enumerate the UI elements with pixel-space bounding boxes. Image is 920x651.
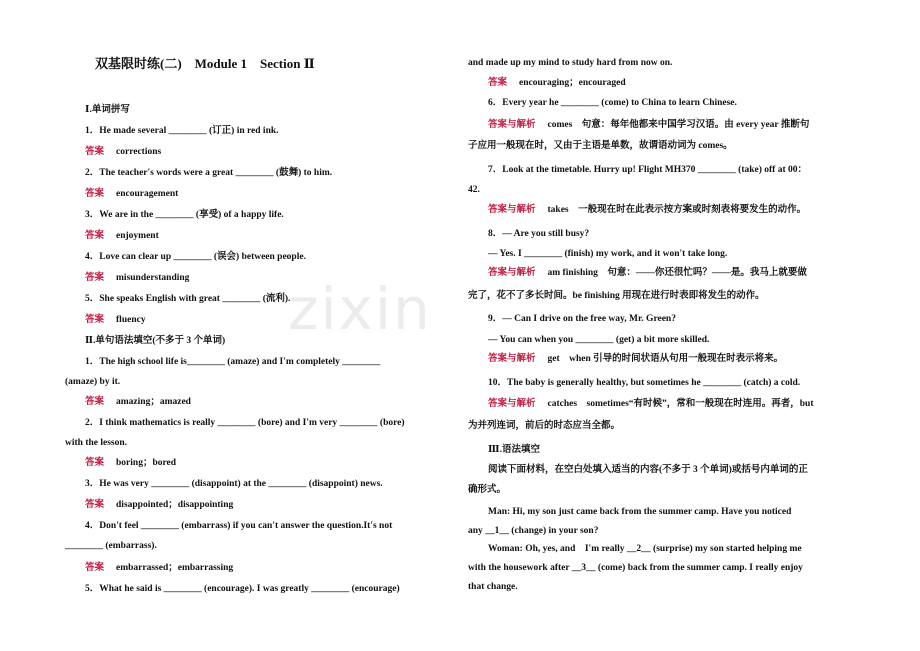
answer-line	[85, 457, 176, 469]
answer-label: 答案与解析	[488, 120, 536, 130]
answer-text: catches sometimes“有时候”，常和一般现在时连用。再者，but	[547, 399, 814, 409]
answer-label: 答案	[85, 231, 105, 241]
text-line: 完了，花不了多长时间。be finishing 用现在进行时表即将发生的动作。	[468, 291, 765, 301]
answer-text: comes 句意：每年他都来中国学习汉语。由 every year 推断句	[547, 120, 810, 130]
text-line: ________ (embarrass).	[65, 541, 157, 551]
answer-text: corrections	[116, 147, 162, 157]
text-line: 确形式。	[468, 485, 507, 495]
text-line: with the lesson.	[65, 438, 128, 448]
watermark: zixin	[288, 275, 432, 343]
answer-explanation-line	[488, 398, 814, 410]
answer-label: 答案与解析	[488, 354, 536, 364]
text-line: 为并列连词，前后的时态应当全都。	[468, 421, 621, 431]
text-line: Ⅰ.单词拼写	[85, 105, 130, 115]
answer-line	[85, 188, 178, 200]
answer-line	[85, 499, 233, 511]
answer-text: disappointed；disappointing	[116, 500, 234, 510]
text-line: 3．He was very ________ (disappoint) at the ________ (disappoint) news.	[85, 479, 383, 489]
text-line: and made up my mind to study hard from now on.	[468, 58, 673, 68]
text-line: with the housework after __3__ (come) back from the summer camp. I really enjoy	[468, 563, 803, 573]
text-line: 1．The high school life is________ (amaze) and I'm completely ________	[85, 357, 381, 367]
answer-text: takes 一般现在时在此表示按方案或时刻表将要发生的动作。	[547, 205, 807, 215]
answer-line	[85, 562, 233, 574]
answer-line	[85, 272, 189, 284]
text-line: 子应用一般现在时，又由于主语是单数，故谓语动词为 comes。	[468, 141, 733, 151]
answer-label: 答案	[85, 189, 105, 199]
answer-label: 答案与解析	[488, 205, 536, 215]
text-line: 3．We are in the ________ (享受) of a happy life.	[85, 210, 284, 220]
answer-text: am finishing 句意：——你还很忙吗？——是。我马上就要做	[547, 268, 807, 278]
answer-text: enjoyment	[116, 231, 159, 241]
answer-text: boring；bored	[116, 458, 177, 468]
text-line: 6．Every year he ________ (come) to China to learn Chinese.	[488, 98, 737, 108]
answer-explanation-line	[488, 267, 807, 279]
text-line: that change.	[468, 582, 518, 592]
text-line: 2．I think mathematics is really ________ (bore) and I'm very ________ (bore)	[85, 418, 405, 428]
answer-label: 答案	[488, 78, 508, 88]
answer-text: encouragement	[116, 189, 179, 199]
text-line: 42.	[468, 185, 480, 195]
text-line: 10．The baby is generally healthy, but sometimes he ________ (catch) a cold.	[488, 378, 801, 388]
answer-label: 答案	[85, 500, 105, 510]
answer-label: 答案	[85, 397, 105, 407]
answer-line	[85, 396, 191, 408]
answer-text: get when 引导的时间状语从句用一般现在时表示将来。	[547, 354, 784, 364]
text-line: Ⅲ.语法填空	[488, 445, 540, 455]
answer-label: 答案	[85, 273, 105, 283]
text-line: — You can when you ________ (get) a bit more skilled.	[488, 335, 710, 345]
answer-text: amazing；amazed	[116, 397, 191, 407]
text-line: 9．— Can I drive on the free way, Mr. Green?	[488, 314, 676, 324]
text-line: — Yes. I ________ (finish) my work, and it won't take long.	[488, 249, 728, 259]
answer-text: encouraging；encouraged	[519, 78, 626, 88]
answer-label: 答案	[85, 315, 105, 325]
text-line: 4．Love can clear up ________ (误会) between people.	[85, 252, 306, 262]
text-line: Woman: Oh, yes, and I'm really __2__ (surprise) my son started helping me	[488, 544, 802, 554]
text-line: Man: Hi, my son just came back from the summer camp. Have you noticed	[488, 507, 792, 517]
answer-label: 答案	[85, 147, 105, 157]
answer-explanation-line	[488, 353, 783, 365]
text-line: 7．Look at the timetable. Hurry up! Flight MH370 ________ (take) off at 00：	[488, 165, 808, 175]
text-line: 8．— Are you still busy?	[488, 229, 590, 239]
text-line: 5．What he said is ________ (encourage). I was greatly ________ (encourage)	[85, 584, 400, 594]
answer-explanation-line	[488, 119, 809, 131]
answer-label: 答案与解析	[488, 268, 536, 278]
text-line: 2．The teacher's words were a great ________ (鼓舞) to him.	[85, 168, 333, 178]
answer-text: fluency	[116, 315, 146, 325]
text-line: (amaze) by it.	[65, 377, 121, 387]
text-line: 阅读下面材料，在空白处填入适当的内容(不多于 3 个单词)或括号内单词的正	[488, 465, 808, 475]
answer-line	[85, 146, 161, 158]
text-line: 1．He made several ________ (订正) in red ink.	[85, 126, 279, 136]
answer-line	[85, 314, 146, 326]
answer-label: 答案	[85, 458, 105, 468]
answer-line	[85, 230, 159, 242]
page-title: 双基限时练(二) Module 1 Section Ⅱ	[95, 56, 315, 71]
answer-line	[488, 77, 626, 89]
answer-text: embarrassed；embarrassing	[116, 563, 234, 573]
text-line: Ⅱ.单句语法填空(不多于 3 个单词)	[85, 336, 226, 346]
text-line: 5．She speaks English with great ________ (流利).	[85, 294, 291, 304]
answer-label: 答案	[85, 563, 105, 573]
text-line: 4．Don't feel ________ (embarrass) if you can't answer the question.It's not	[85, 521, 393, 531]
answer-text: misunderstanding	[116, 273, 190, 283]
text-line: any __1__ (change) in your son?	[468, 526, 599, 536]
answer-explanation-line	[488, 204, 806, 216]
answer-label: 答案与解析	[488, 399, 536, 409]
